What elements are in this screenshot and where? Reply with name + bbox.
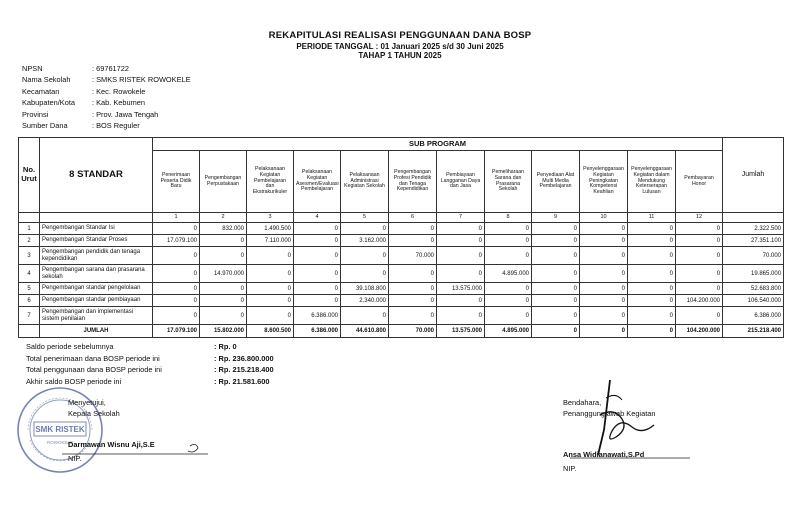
column-header: Pelaksanaan Kegiatan Pembelajaran dan Ekstrakurikuler: [247, 151, 294, 213]
amount-cell: 0: [389, 235, 437, 247]
amount-cell: 0: [532, 295, 580, 307]
info-row: [22, 110, 191, 121]
header-sub-program: SUB PROGRAM: [153, 138, 723, 151]
amount-cell: 0: [532, 247, 580, 265]
svg-text:SMK RISTEK: SMK RISTEK: [35, 425, 85, 434]
total-amount-cell: 0: [628, 325, 676, 338]
amount-cell: 0: [294, 295, 341, 307]
amount-cell: 0: [580, 247, 628, 265]
column-header: Penyediaan Alat Multi Media Pembelajaran: [532, 151, 580, 213]
amount-cell: 0: [247, 307, 294, 325]
column-header: Pengembangan Profesi Pendidik dan Tenaga Kependidikan: [389, 151, 437, 213]
amount-cell: 0: [628, 235, 676, 247]
table-row: [19, 235, 784, 247]
column-number: 7: [437, 213, 485, 223]
amount-cell: 0: [628, 307, 676, 325]
summary-row: [26, 365, 274, 377]
amount-cell: 0: [437, 235, 485, 247]
amount-cell: 0: [532, 235, 580, 247]
row-total: 52.683.800: [723, 283, 784, 295]
amount-cell: 0: [153, 223, 200, 235]
info-row: [22, 98, 191, 109]
amount-cell: 0: [153, 295, 200, 307]
total-amount-cell: 13.575.000: [437, 325, 485, 338]
amount-cell: 0: [628, 265, 676, 283]
standard-name: Pengembangan dan implementasi sistem penilaian: [40, 307, 153, 325]
amount-cell: 0: [294, 247, 341, 265]
row-number: 5: [19, 283, 40, 295]
info-value: : BOS Reguler: [92, 120, 140, 130]
amount-cell: 0: [676, 223, 723, 235]
amount-cell: 0: [389, 295, 437, 307]
amount-cell: 0: [247, 283, 294, 295]
total-label: JUMLAH: [40, 325, 153, 338]
amount-cell: 0: [532, 283, 580, 295]
treasurer-label: Bendahara,: [563, 398, 602, 407]
report-stage: TAHAP 1 TAHUN 2025: [358, 51, 442, 60]
total-amount-cell: 17.079.100: [153, 325, 200, 338]
report-period: PERIODE TANGGAL : 01 Januari 2025 s/d 30 Juni 2025: [296, 42, 504, 51]
column-header: Pengembangan Perpustakaan: [200, 151, 247, 213]
header-no: No. Urut: [19, 138, 40, 213]
amount-cell: 0: [389, 265, 437, 283]
amount-cell: 0: [485, 283, 532, 295]
standard-name: Pengembangan Standar Proses: [40, 235, 153, 247]
row-total: 106.540.000: [723, 295, 784, 307]
signature-right-scribble-icon: [570, 370, 690, 460]
standard-name: Pengembangan standar pengelolaan: [40, 283, 153, 295]
column-number: 4: [294, 213, 341, 223]
column-header: Pemeliharaan Sarana dan Prasarana Sekolah: [485, 151, 532, 213]
amount-cell: 0: [153, 283, 200, 295]
amount-cell: 0: [389, 283, 437, 295]
row-total: 6.386.000: [723, 307, 784, 325]
total-amount-cell: 6.386.000: [294, 325, 341, 338]
total-amount-cell: 104.200.000: [676, 325, 723, 338]
treasurer-name: Ansa Widianawati,S.Pd: [563, 450, 645, 459]
info-value: : Prov. Jawa Tengah: [92, 109, 159, 119]
row-total: 70.000: [723, 247, 784, 265]
summary-value: : Rp. 0: [214, 342, 237, 351]
amount-cell: 0: [485, 307, 532, 325]
total-amount-cell: 8.600.500: [247, 325, 294, 338]
grand-total: 215.218.400: [723, 325, 784, 338]
amount-cell: 13.575.000: [437, 283, 485, 295]
row-number: 3: [19, 247, 40, 265]
row-total: 2.322.500: [723, 223, 784, 235]
amount-cell: 0: [437, 307, 485, 325]
table-row: [19, 265, 784, 283]
amount-cell: 3.162.000: [341, 235, 389, 247]
num-blank: [40, 213, 153, 223]
amount-cell: 0: [341, 307, 389, 325]
summary-value: : Rp. 215.218.400: [214, 365, 274, 375]
table-row: [19, 247, 784, 265]
info-label: Kabupaten/Kota: [22, 98, 76, 108]
amount-cell: 0: [200, 283, 247, 295]
recap-table: [18, 137, 784, 338]
summary-label: Total penggunaan dana BOSP periode ini: [26, 365, 162, 375]
column-number: 9: [532, 213, 580, 223]
column-header: Pelaksanaan Administrasi Kegiatan Sekolah: [341, 151, 389, 213]
total-blank: [19, 325, 40, 338]
column-header: Penerimaan Peserta Didik Baru: [153, 151, 200, 213]
total-row: [19, 325, 784, 338]
amount-cell: 0: [532, 223, 580, 235]
amount-cell: 0: [437, 247, 485, 265]
standard-name: Pengembangan standar pembiayaan: [40, 295, 153, 307]
row-number: 2: [19, 235, 40, 247]
balance-summary: [26, 342, 274, 388]
amount-cell: 70.000: [389, 247, 437, 265]
summary-label: Saldo periode sebelumnya: [26, 342, 114, 351]
row-number: 6: [19, 295, 40, 307]
info-value: : Kab. Kebumen: [92, 98, 146, 108]
info-value: : 69761722: [92, 64, 129, 73]
amount-cell: 0: [628, 295, 676, 307]
row-number: 4: [19, 265, 40, 283]
info-row: [22, 121, 191, 132]
table-row: [19, 283, 784, 295]
amount-cell: 0: [200, 247, 247, 265]
responsible-label: Penanggungjawab Kegiatan: [563, 409, 656, 418]
row-total: 27.351.100: [723, 235, 784, 247]
amount-cell: 832.000: [200, 223, 247, 235]
amount-cell: 2.340.000: [341, 295, 389, 307]
table-row: [19, 223, 784, 235]
amount-cell: 0: [485, 235, 532, 247]
amount-cell: 0: [389, 223, 437, 235]
school-info: [22, 64, 191, 132]
amount-cell: 0: [200, 295, 247, 307]
amount-cell: 14.970.000: [200, 265, 247, 283]
num-blank: [19, 213, 40, 223]
principal-name: Darmawan Wisnu Aji,S.E: [68, 440, 155, 449]
principal-nip: NIP.: [68, 454, 82, 463]
amount-cell: 0: [247, 247, 294, 265]
info-row: [22, 87, 191, 98]
amount-cell: 1.490.500: [247, 223, 294, 235]
amount-cell: 4.895.000: [485, 265, 532, 283]
amount-cell: 0: [532, 265, 580, 283]
row-number: 1: [19, 223, 40, 235]
standard-name: Pengembangan sarana dan prasarana sekolah: [40, 265, 153, 283]
treasurer-nip: NIP.: [563, 464, 577, 473]
amount-cell: 0: [294, 283, 341, 295]
row-number: 7: [19, 307, 40, 325]
amount-cell: 0: [294, 235, 341, 247]
amount-cell: 0: [485, 223, 532, 235]
column-header: Penyelenggaraan Kegiatan dalam Mendukung Keterserapan Lulusan: [628, 151, 676, 213]
info-row: [22, 64, 191, 75]
amount-cell: 0: [341, 247, 389, 265]
amount-cell: 0: [247, 295, 294, 307]
amount-cell: 0: [153, 247, 200, 265]
standard-name: Pengembangan Standar Isi: [40, 223, 153, 235]
amount-cell: 0: [200, 235, 247, 247]
amount-cell: 0: [580, 307, 628, 325]
amount-cell: 0: [580, 283, 628, 295]
table-row: [19, 295, 784, 307]
amount-cell: 0: [676, 247, 723, 265]
amount-cell: 0: [294, 223, 341, 235]
standard-name: Pengembangan pendidik dan tenaga kependidikan: [40, 247, 153, 265]
amount-cell: 0: [437, 295, 485, 307]
column-header: Pembayaran Honor: [676, 151, 723, 213]
column-number: 5: [341, 213, 389, 223]
amount-cell: 0: [628, 283, 676, 295]
summary-value: : Rp. 21.581.600: [214, 376, 270, 386]
position-label: Kepala Sekolah: [68, 409, 120, 418]
amount-cell: 0: [153, 265, 200, 283]
column-number: 8: [485, 213, 532, 223]
header-jumlah: Jumlah: [723, 138, 784, 213]
column-number: 12: [676, 213, 723, 223]
amount-cell: 0: [294, 265, 341, 283]
column-number: 6: [389, 213, 437, 223]
info-value: : Kec. Rowokele: [92, 86, 146, 96]
column-number: 3: [247, 213, 294, 223]
amount-cell: 0: [485, 295, 532, 307]
amount-cell: 0: [628, 247, 676, 265]
info-label: Provinsi: [22, 109, 49, 119]
info-label: Sumber Dana: [22, 120, 68, 130]
total-amount-cell: 0: [532, 325, 580, 338]
amount-cell: 0: [628, 223, 676, 235]
amount-cell: 39.108.800: [341, 283, 389, 295]
amount-cell: 0: [580, 265, 628, 283]
total-amount-cell: 70.000: [389, 325, 437, 338]
amount-cell: 0: [389, 307, 437, 325]
amount-cell: 0: [532, 307, 580, 325]
header-standar: 8 STANDAR: [40, 138, 153, 213]
amount-cell: 0: [485, 247, 532, 265]
amount-cell: 0: [580, 295, 628, 307]
summary-row: [26, 342, 274, 354]
amount-cell: 0: [676, 283, 723, 295]
amount-cell: 0: [247, 265, 294, 283]
total-amount-cell: 44.610.800: [341, 325, 389, 338]
svg-text:ROWOKELE: ROWOKELE: [46, 440, 74, 445]
amount-cell: 0: [580, 223, 628, 235]
row-total: 19.865.000: [723, 265, 784, 283]
amount-cell: 0: [580, 235, 628, 247]
total-amount-cell: 0: [580, 325, 628, 338]
summary-label: Total penerimaan dana BOSP periode ini: [26, 353, 160, 363]
amount-cell: 0: [437, 223, 485, 235]
column-number: 2: [200, 213, 247, 223]
column-number: 10: [580, 213, 628, 223]
column-number: 11: [628, 213, 676, 223]
total-amount-cell: 4.895.000: [485, 325, 532, 338]
summary-label: Akhir saldo BOSP periode ini: [26, 376, 122, 386]
amount-cell: 0: [341, 265, 389, 283]
amount-cell: 6.386.000: [294, 307, 341, 325]
column-header: Penyelenggaraan Kegiatan Peningkatan Kompetensi Keahlian: [580, 151, 628, 213]
num-blank: [723, 213, 784, 223]
total-amount-cell: 15.802.000: [200, 325, 247, 338]
amount-cell: 0: [676, 235, 723, 247]
approval-label: Menyetujui,: [68, 398, 106, 407]
amount-cell: 0: [676, 307, 723, 325]
amount-cell: 0: [153, 307, 200, 325]
info-row: [22, 75, 191, 86]
summary-value: : Rp. 236.800.000: [214, 353, 274, 363]
amount-cell: 0: [676, 265, 723, 283]
signature-left-scribble-icon: [60, 438, 210, 462]
summary-row: [26, 354, 274, 366]
amount-cell: 104.200.000: [676, 295, 723, 307]
info-label: Nama Sekolah: [22, 75, 71, 85]
amount-cell: 0: [341, 223, 389, 235]
table-row: [19, 307, 784, 325]
amount-cell: 7.110.000: [247, 235, 294, 247]
column-header: Pelaksanaan Kegiatan Asesmen/Evaluasi Pembelajaran: [294, 151, 341, 213]
info-label: Kecamatan: [22, 86, 60, 96]
info-value: : SMKS RISTEK ROWOKELE: [92, 75, 191, 85]
column-header: Pembiayaan Langganan Daya dan Jasa: [437, 151, 485, 213]
amount-cell: 0: [200, 307, 247, 325]
report-title: REKAPITULASI REALISASI PENGGUNAAN DANA BOSP: [268, 30, 532, 41]
info-label: NPSN: [22, 64, 43, 73]
amount-cell: 17.079.100: [153, 235, 200, 247]
amount-cell: 0: [437, 265, 485, 283]
column-number: 1: [153, 213, 200, 223]
